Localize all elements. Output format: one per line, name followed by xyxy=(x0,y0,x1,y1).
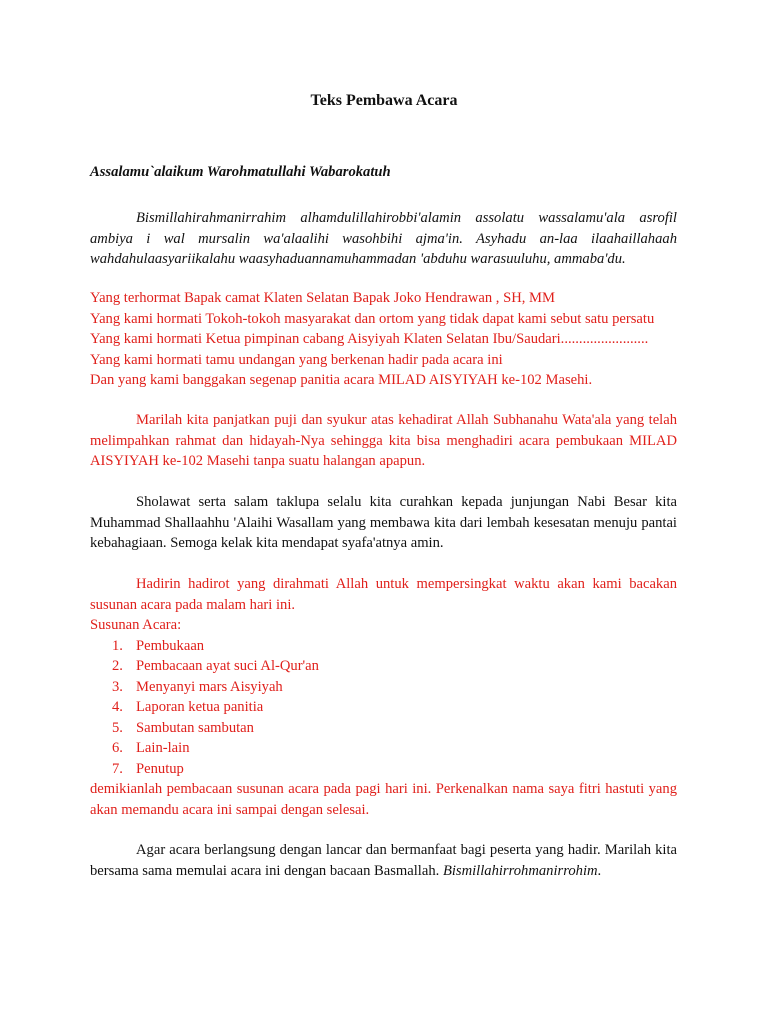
greeting-line: Yang terhormat Bapak camat Klaten Selatan Bapak Joko Hendrawan , SH, MM xyxy=(90,290,556,306)
agenda-number: 6. xyxy=(112,740,123,756)
agenda-number: 5. xyxy=(112,719,123,736)
agenda-text: Penutup xyxy=(136,760,184,777)
agenda-text: Lain-lain xyxy=(136,740,190,756)
document-title: Teks Pembawa Acara xyxy=(310,92,458,109)
closing-text: Agar acara berlangsung dengan lancar dan bermanfaat bagi peserta yang hadir. Marilah kita bersama sama memulai acara ini dengan bacaan Basmallah. xyxy=(90,842,677,879)
salam-greeting: Assalamu`alaikum Warohmatullahi Wabarokatuh xyxy=(90,164,391,180)
closing-period: . xyxy=(597,862,602,879)
syukur-paragraph: Marilah kita panjatkan puji dan syukur atas kehadirat Allah Subhanahu Wata'ala yang telah melimpahkan rahmat dan hidayah-Nya sehingga kita bisa menghadiri acara pembukaan MILAD AISYIYAH ke-102 Masehi tanpa suatu halangan apapun. xyxy=(90,412,677,469)
agenda-number: 1. xyxy=(112,637,123,654)
agenda-item xyxy=(90,697,677,718)
agenda-number: 4. xyxy=(112,699,123,715)
basmallah-text: Bismillahirrohmanirrohim xyxy=(442,862,598,879)
agenda-item xyxy=(90,636,677,657)
perkenalan-paragraph: demikianlah pembacaan susunan acara pada pagi hari ini. Perkenalkan nama saya fitri hastuti yang akan memandu acara ini sampai dengan selesai. xyxy=(90,781,677,818)
sholawat-paragraph: Sholawat serta salam taklupa selalu kita curahkan kepada junjungan Nabi Besar kita Muhammad Shallaahhu 'Alaihi Wasallam yang membawa kita dari lembah kesesatan menuju pantai kebahagiaan. Semoga kelak kita mendapat syafa'atnya amin. xyxy=(90,494,677,551)
greetings-list xyxy=(90,288,677,391)
agenda-item xyxy=(90,656,677,677)
agenda-item xyxy=(90,738,677,759)
greeting-line: Yang kami hormati Ketua pimpinan cabang Aisyiyah Klaten Selatan Ibu/Saudari........................ xyxy=(90,331,649,347)
hadirin-paragraph: Hadirin hadirot yang dirahmati Allah untuk mempersingkat waktu akan kami bacakan susunan acara pada malam hari ini. xyxy=(90,576,677,613)
greeting-line: Dan yang kami banggakan segenap panitia acara MILAD AISYIYAH ke-102 Masehi. xyxy=(90,372,593,388)
agenda-text: Pembukaan xyxy=(136,637,205,654)
agenda-item xyxy=(90,759,677,780)
agenda-list xyxy=(90,636,677,780)
greeting-line: Yang kami hormati Tokoh-tokoh masyarakat dan ortom yang tidak dapat kami sebut satu persatu xyxy=(90,310,655,327)
greeting-line: Yang kami hormati tamu undangan yang berkenan hadir pada acara ini xyxy=(90,351,503,368)
opening-paragraph: Bismillahirahmanirrahim alhamdulillahirobbi'alamin assolatu wassalamu'ala asrofil ambiya i wal mursalin wa'alaalihi wasohbihi ajma'in. Asyhadu an-laa ilaahaillahaah wahdahulaasyariikalahu waasyhaduannamuhammadan 'abduhu warasuuluhu, ammaba'du. xyxy=(90,210,677,267)
agenda-text: Pembacaan ayat suci Al-Qur'an xyxy=(136,658,319,674)
agenda-item xyxy=(90,677,677,698)
closing-paragraph xyxy=(90,840,677,881)
agenda-section xyxy=(90,574,677,820)
susunan-acara-label: Susunan Acara: xyxy=(90,617,182,633)
agenda-number: 7. xyxy=(112,760,123,777)
agenda-text: Sambutan sambutan xyxy=(136,719,254,736)
agenda-number: 2. xyxy=(112,658,123,674)
agenda-item xyxy=(90,718,677,739)
agenda-number: 3. xyxy=(112,678,123,695)
agenda-text: Menyanyi mars Aisyiyah xyxy=(136,678,283,695)
agenda-text: Laporan ketua panitia xyxy=(136,699,264,715)
